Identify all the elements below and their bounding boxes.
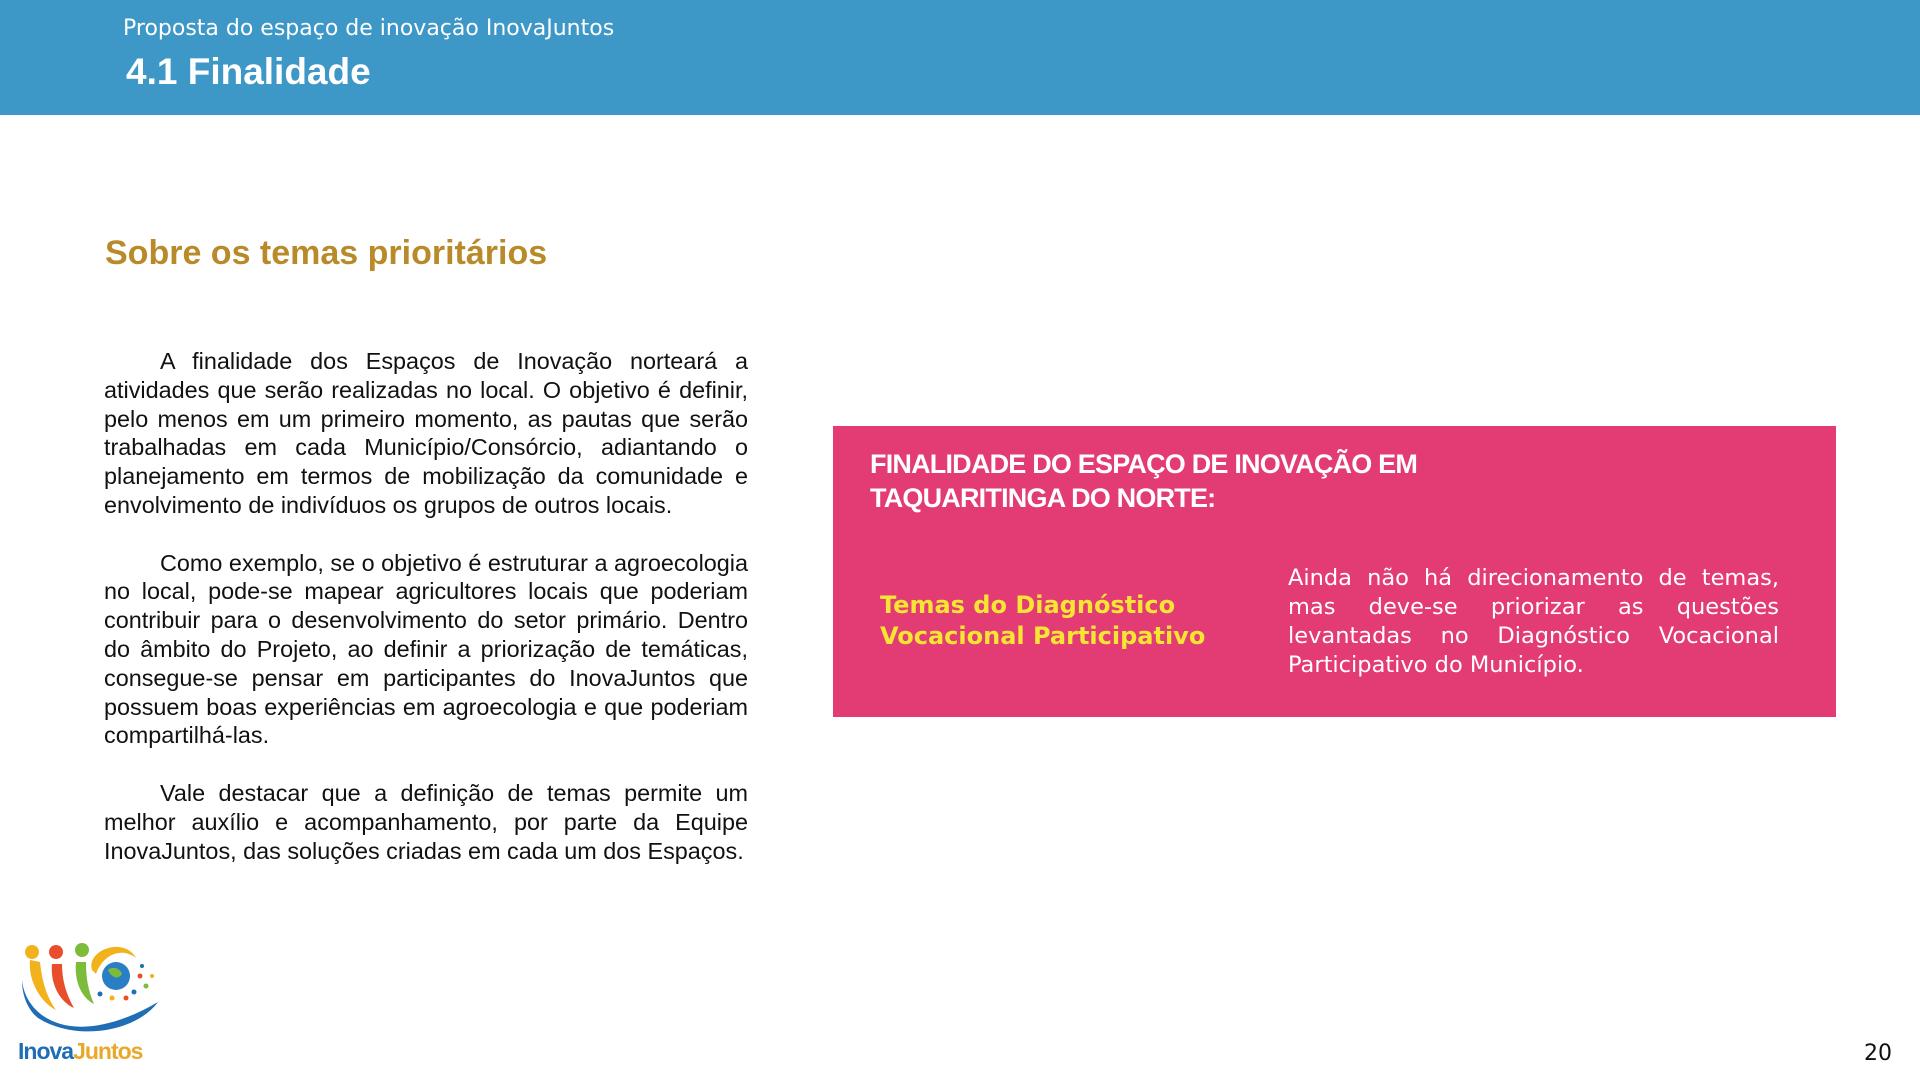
section-title: Sobre os temas prioritários (105, 234, 548, 272)
page-number: 20 (1864, 1041, 1892, 1066)
box-heading: FINALIDADE DO ESPAÇO DE INOVAÇÃO EM TAQUARITINGA DO NORTE: (870, 449, 1418, 513)
logo-word-inova: Inova (18, 1038, 74, 1064)
paragraph: Como exemplo, se o objetivo é estruturar a agroecologia no local, pode-se mapear agricultores locais que poderiam contribuir para o desenvolvimento do setor primário. Dentro do âmbito do Projeto, ao definir a priorização de temáticas, consegue-se pensar em participantes do InovaJuntos que possuem boas experiências em agroecologia e que poderiam compartilhá-las. (104, 549, 748, 749)
header-bar (0, 0, 1920, 115)
page-title: 4.1 Finalidade (126, 51, 371, 92)
logo-icon (16, 940, 166, 1040)
logo-wordmark (18, 1038, 142, 1065)
paragraph: Vale destacar que a definição de temas permite um melhor auxílio e acompanhamento, por parte da Equipe InovaJuntos, das soluções criadas em cada um dos Espaços. (104, 779, 748, 864)
body-text (104, 347, 748, 894)
finalidade-box (833, 426, 1836, 717)
paragraph: A finalidade dos Espaços de Inovação norteará a atividades que serão realizadas no local. O objetivo é definir, pelo menos em um primeiro momento, as pautas que serão trabalhadas em cada Município/Consórcio, adiantando o planejamento em termos de mobilização da comunidade e envolvimento de indivíduos os grupos de outros locais. (104, 348, 748, 518)
box-label: Temas do Diagnóstico Vocacional Participativo (880, 591, 1206, 650)
inovajuntos-logo (16, 940, 166, 1070)
box-text: Ainda não há direcionamento de temas, mas deve-se priorizar as questões levantadas no Diagnóstico Vocacional Participativo do Município. (1288, 565, 1779, 678)
logo-word-juntos: Juntos (73, 1038, 143, 1064)
header-subtitle: Proposta do espaço de inovação InovaJuntos (123, 16, 615, 41)
